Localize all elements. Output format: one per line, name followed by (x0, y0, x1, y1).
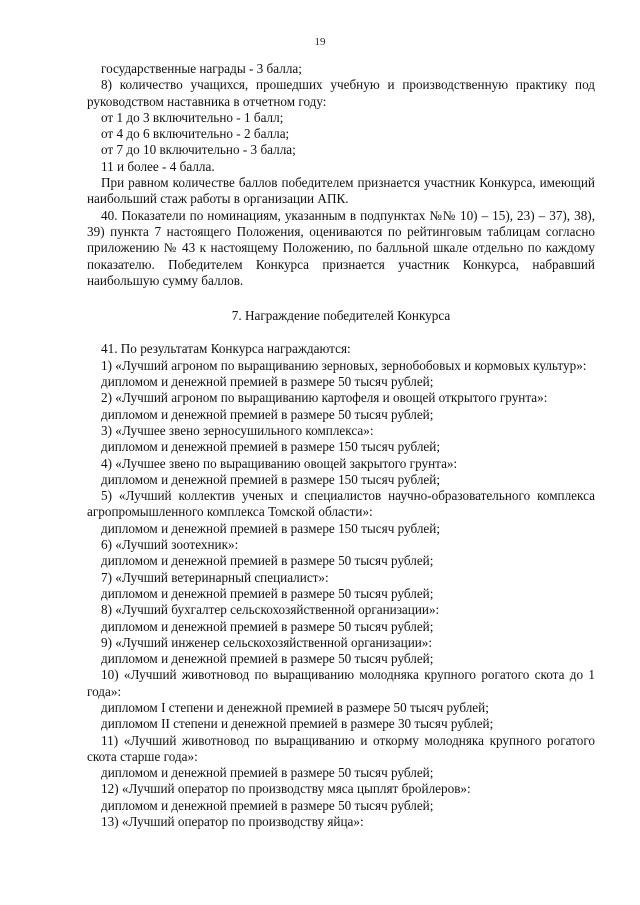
nomination-item: 9) «Лучший инженер сельскохозяйственной организации»: (101, 634, 433, 650)
nomination-item: 3) «Лучшее звено зерносушильного комплекса»: (101, 422, 374, 438)
paragraph: государственные награды - 3 балла; (101, 61, 302, 76)
paragraph: 8) количество учащихся, прошедших учебную и производственную практику под руководством наставника в отчетном году: (87, 77, 595, 109)
nomination-item: 1) «Лучший агроном по выращиванию зерновых, зернобобовых и кормовых культур»: (101, 357, 587, 373)
paragraph: 41. По результатам Конкурса награждаются: (101, 341, 351, 357)
paragraph: от 7 до 10 включительно - 3 балла; (101, 142, 296, 158)
nomination-item: 4) «Лучшее звено по выращиванию овощей закрытого грунта»: (101, 455, 458, 471)
award-line: дипломом II степени и денежной премией в размере 30 тысяч рублей; (101, 716, 494, 732)
award-line: дипломом и денежной премией в размере 50 тысяч рублей; (101, 618, 434, 634)
nomination-item: 2) «Лучший агроном по выращиванию картофеля и овощей открытого грунта»: (101, 390, 548, 406)
nomination-item: 5) «Лучший коллектив ученых и специалистов научно-образовательного комплекса агропромышленного комплекса Томской области»: (87, 488, 595, 520)
award-line: дипломом и денежной премией в размере 50 тысяч рублей; (101, 797, 434, 813)
nomination-item: 13) «Лучший оператор по производству яйца»: (101, 814, 364, 830)
award-line: дипломом и денежной премией в размере 50 тысяч рублей; (101, 585, 434, 601)
paragraph: от 4 до 6 включительно - 2 балла; (101, 126, 290, 142)
nomination-item: 11) «Лучший животновод по выращиванию и откорму молодняка крупного рогатого скота старше года»: (87, 732, 595, 764)
section-heading: 7. Награждение победителей Конкурса (231, 308, 451, 324)
paragraph: 11 и более - 4 балла. (101, 158, 215, 174)
award-line: дипломом и денежной премией в размере 50 тысяч рублей; (101, 553, 434, 569)
award-line: дипломом и денежной премией в размере 50 тысяч рублей; (101, 406, 434, 422)
nomination-item: 7) «Лучший ветеринарный специалист»: (101, 569, 329, 585)
award-line: дипломом и денежной премией в размере 50 тысяч рублей; (101, 651, 434, 667)
nomination-item: 12) «Лучший оператор по производству мяса цыплят бройлеров»: (101, 781, 471, 797)
award-line: дипломом и денежной премией в размере 150 тысяч рублей; (101, 520, 440, 536)
nomination-item: 6) «Лучший зоотехник»: (101, 537, 239, 553)
document-body (87, 61, 595, 830)
paragraph: 40. Показатели по номинациям, указанным в подпунктах №№ 10) – 15), 23) – 37), 38), 39) пункта 7 настоящего Положения, оцениваются по рейтинговым таблицам согласно приложению № 43 к настоящему Положению, по балльной шкале отдельно по каждому показателю. Победителем Конкурса признается участник Конкурса, набравший наибольшую сумму баллов. (87, 207, 595, 288)
paragraph: При равном количестве баллов победителем признается участник Конкурса, имеющий наибольший стаж работы в организации АПК. (87, 175, 595, 207)
award-line: дипломом I степени и денежной премией в размере 50 тысяч рублей; (101, 699, 489, 715)
award-line: дипломом и денежной премией в размере 150 тысяч рублей; (101, 471, 440, 487)
paragraph: от 1 до 3 включительно - 1 балл; (101, 109, 284, 125)
award-line: дипломом и денежной премией в размере 50 тысяч рублей; (101, 374, 434, 390)
page-number: 19 (314, 36, 326, 48)
nomination-item: 10) «Лучший животновод по выращиванию молодняка крупного рогатого скота до 1 года»: (87, 667, 595, 699)
award-line: дипломом и денежной премией в размере 50 тысяч рублей; (101, 765, 434, 781)
nomination-item: 8) «Лучший бухгалтер сельскохозяйственной организации»: (101, 602, 440, 618)
award-line: дипломом и денежной премией в размере 150 тысяч рублей; (101, 439, 440, 455)
